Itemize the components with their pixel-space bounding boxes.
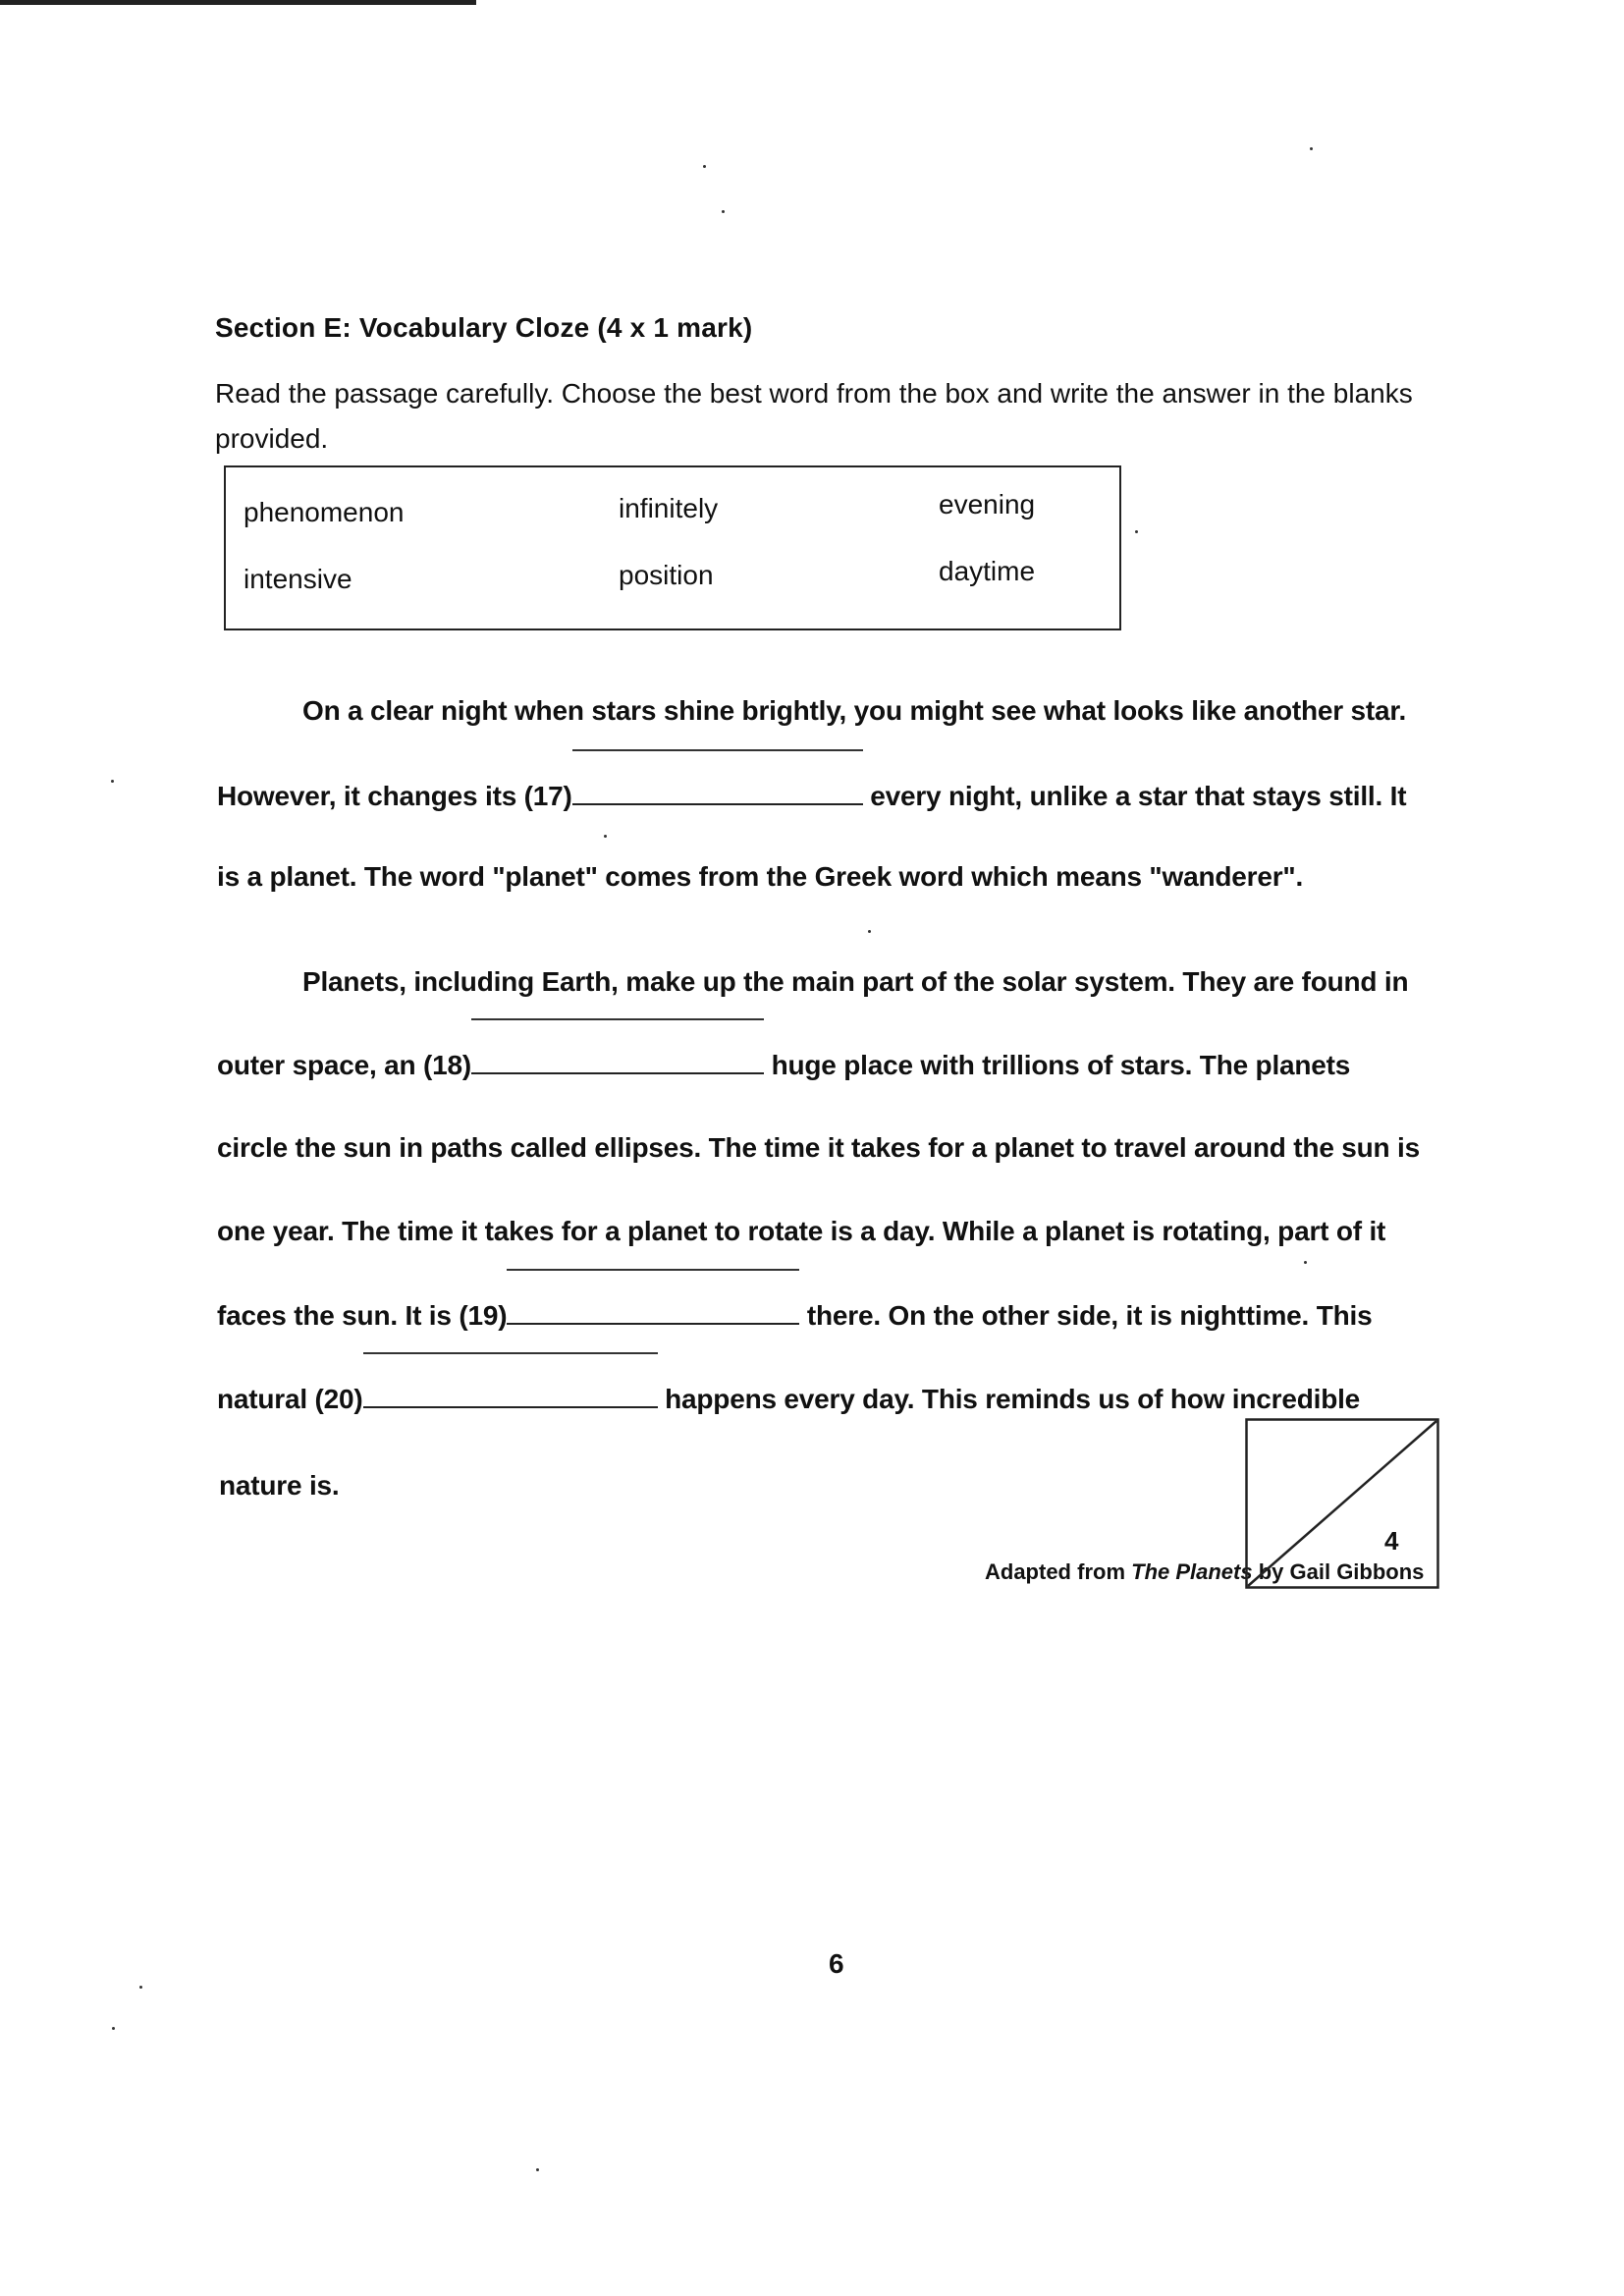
scan-speck — [868, 930, 871, 933]
passage-text: every night, unlike a star that stays still. It — [862, 781, 1407, 811]
word-option: daytime — [939, 556, 1036, 586]
question-number: (19) — [459, 1300, 508, 1331]
scan-speck — [1135, 530, 1138, 533]
section-title: Section E: Vocabulary Cloze (4 x 1 mark) — [215, 312, 753, 343]
word-option: infinitely — [619, 493, 719, 523]
passage-line — [217, 861, 1303, 893]
passage-text: one year. The time it takes for a planet to rotate is a day. While a planet is rotating, part of it — [217, 1216, 1386, 1246]
scan-speck — [722, 210, 725, 213]
question-number: (20) — [314, 1384, 363, 1414]
question-number: (18) — [423, 1050, 471, 1080]
passage-text: happens every day. This reminds us of how incredible — [657, 1384, 1361, 1414]
answer-blank-18[interactable] — [471, 1050, 764, 1081]
scan-speck — [111, 780, 114, 783]
passage-text: On a clear night when stars shine brightly, you might see what looks like another star. — [302, 695, 1407, 726]
passage-line — [302, 695, 1406, 727]
word-option: intensive — [244, 564, 352, 594]
passage-line — [217, 1050, 1350, 1081]
attribution-suffix: by Gail Gibbons — [1252, 1559, 1425, 1584]
question-number: (17) — [523, 781, 572, 811]
word-option: position — [619, 560, 714, 590]
page-number: 6 — [829, 1948, 844, 1979]
score-box-frame — [1245, 1418, 1439, 1589]
passage-line — [217, 1132, 1420, 1164]
scan-speck — [1310, 147, 1313, 150]
passage-line — [217, 1216, 1385, 1247]
scan-speck — [604, 835, 607, 838]
attribution-prefix: Adapted from — [985, 1559, 1132, 1584]
word-option: evening — [939, 489, 1036, 519]
word-option: phenomenon — [244, 497, 405, 527]
passage-line — [217, 781, 1406, 812]
scan-speck — [1304, 1261, 1307, 1264]
passage-text: there. On the other side, it is nighttime. This — [799, 1300, 1373, 1331]
passage-line — [217, 1384, 1360, 1415]
scan-speck — [536, 2168, 539, 2171]
passage-text: natural — [217, 1384, 315, 1414]
score-total: 4 — [1384, 1526, 1399, 1556]
passage-text: nature is. — [219, 1470, 340, 1501]
passage-text: outer space, an — [217, 1050, 423, 1080]
scan-speck — [703, 165, 706, 168]
instructions: Read the passage carefully. Choose the best word from the box and write the answer in the blanks provided. — [215, 378, 1413, 454]
scan-speck — [139, 1986, 142, 1989]
attribution-title: The Planets — [1131, 1559, 1253, 1584]
passage-line — [217, 1300, 1372, 1332]
passage-text: circle the sun in paths called ellipses. The time it takes for a planet to travel around the sun is — [217, 1132, 1420, 1163]
answer-blank-17[interactable] — [572, 781, 863, 812]
top-rule — [0, 0, 476, 5]
score-box — [1245, 1418, 1439, 1589]
passage-line — [219, 1470, 339, 1502]
answer-blank-19[interactable] — [507, 1300, 799, 1332]
word-box — [224, 465, 1121, 630]
passage-text: Planets, including Earth, make up the main part of the solar system. They are found in — [302, 966, 1409, 997]
passage-text: faces the sun. It is — [217, 1300, 460, 1331]
answer-blank-20[interactable] — [363, 1384, 658, 1415]
passage-line — [302, 966, 1408, 998]
scan-speck — [112, 2027, 115, 2030]
passage-text: However, it changes its — [217, 781, 524, 811]
passage-text: is a planet. The word "planet" comes from the Greek word which means "wanderer". — [217, 861, 1304, 892]
passage-text: huge place with trillions of stars. The planets — [764, 1050, 1351, 1080]
